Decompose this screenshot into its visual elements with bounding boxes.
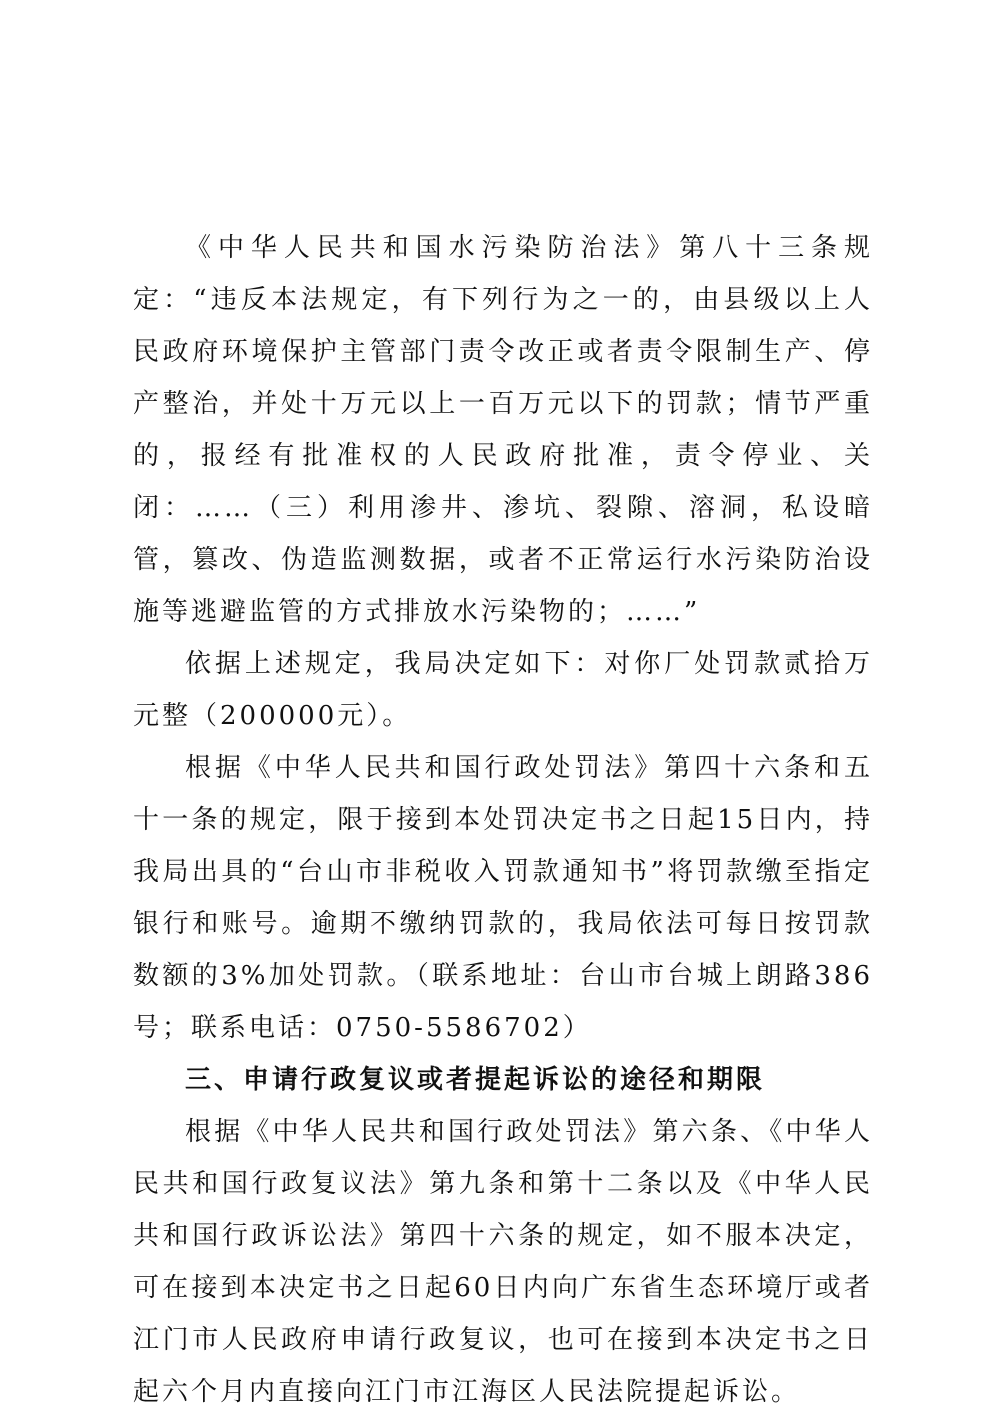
section-heading-appeal: 三、申请行政复议或者提起诉讼的途径和期限 xyxy=(185,1065,766,1095)
paragraph-appeal-rights: 根据《中华人民共和国行政处罚法》第六条、《中华人民共和国行政复议法》第九条和第十二条以及《中华人民共和国行政诉讼法》第四十六条的规定，如不服本决定，可在接到本决定书之日起60日内向广东省生态环境厅或者江门市人民政府申请行政复议，也可在接到本决定书之日起六个月内直接向江门市江海区人民法院提起诉讼。 xyxy=(133,1117,873,1407)
paragraph-law-article-83: 《中华人民共和国水污染防治法》第八十三条规定：“违反本法规定，有下列行为之一的，由县级以上人民政府环境保护主管部门责令改正或者责令限制生产、停产整治，并处十万元以上一百万元以下的罚款；情节严重的，报经有批准权的人民政府批准，责令停业、关闭：……（三）利用渗井、渗坑、裂隙、溶洞，私设暗管，篡改、伪造监测数据，或者不正常运行水污染防治设施等逃避监管的方式排放水污染物的；……” xyxy=(133,233,873,627)
document-body xyxy=(133,222,873,1418)
paragraph-payment-terms: 根据《中华人民共和国行政处罚法》第四十六条和五十一条的规定，限于接到本处罚决定书之日起15日内，持我局出具的“台山市非税收入罚款通知书”将罚款缴至指定银行和账号。逾期不缴纳罚款的，我局依法可每日按罚款数额的3%加处罚款。（联系地址：台山市台城上朗路386号；联系电话：0750-5586702） xyxy=(133,753,873,1043)
paragraph-penalty-decision: 依据上述规定，我局决定如下：对你厂处罚款贰拾万元整（200000元）。 xyxy=(133,649,873,731)
